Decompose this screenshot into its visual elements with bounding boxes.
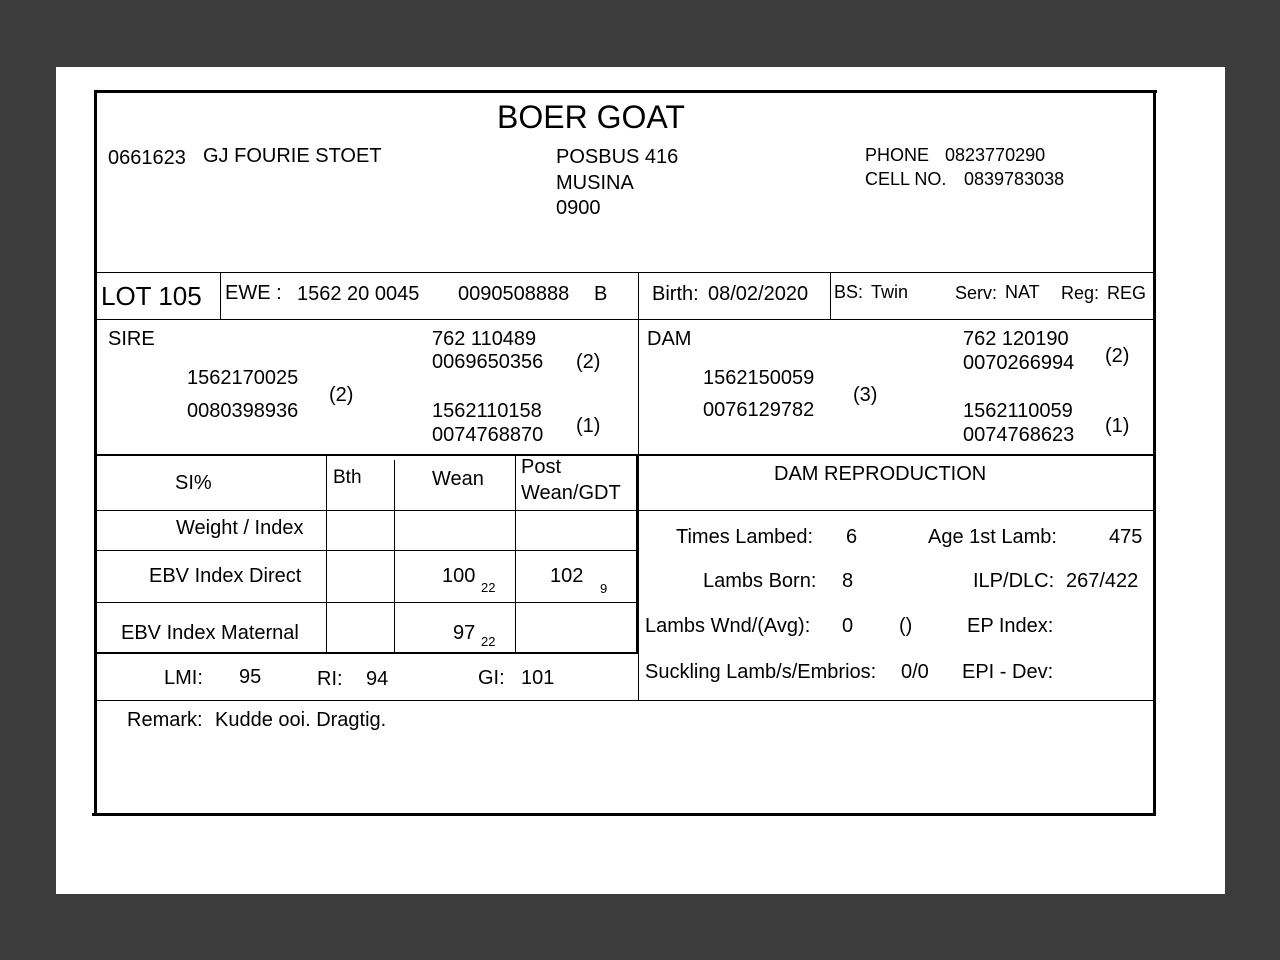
ri-value: 94 bbox=[366, 668, 389, 690]
lambs-born-value: 8 bbox=[842, 570, 854, 592]
bs-label: BS: bbox=[834, 282, 864, 302]
gi-value: 101 bbox=[521, 667, 555, 689]
address-line-3: 0900 bbox=[556, 197, 601, 219]
sire-sire-reg: 0069650356 bbox=[432, 351, 544, 373]
perf-right-thick bbox=[636, 456, 639, 654]
ebv-maternal-wean: 97 bbox=[453, 622, 476, 644]
ep-index-label: EP Index: bbox=[967, 615, 1054, 637]
frame-right bbox=[1153, 90, 1156, 816]
col-wean: Wean bbox=[432, 468, 484, 490]
ebv-direct-post: 102 bbox=[550, 565, 584, 587]
breeder-code: 0661623 bbox=[108, 147, 186, 169]
lambs-weaned-label: Lambs Wnd/(Avg): bbox=[645, 615, 811, 637]
address-line-2: MUSINA bbox=[556, 172, 634, 194]
dam-id: 1562150059 bbox=[703, 367, 815, 389]
lambs-weaned-value: 0 bbox=[842, 615, 854, 637]
dam-label: DAM bbox=[647, 328, 692, 350]
dam-sire-reg: 0070266994 bbox=[963, 352, 1075, 374]
col-birth: Bth bbox=[333, 467, 362, 488]
birth-label: Birth: bbox=[652, 283, 699, 305]
ebv-direct-post-accuracy: 9 bbox=[600, 581, 608, 596]
epi-dev-label: EPI - Dev: bbox=[962, 661, 1054, 683]
cell-label: CELL NO. bbox=[865, 169, 947, 189]
row-ebv-direct: EBV Index Direct bbox=[149, 565, 302, 587]
lmi-label: LMI: bbox=[164, 667, 203, 689]
sire-dam-grade: (1) bbox=[576, 415, 601, 437]
dam-grade: (3) bbox=[853, 384, 878, 406]
ewe-label: EWE : bbox=[225, 282, 282, 304]
sire-id: 1562170025 bbox=[187, 367, 299, 389]
age-first-lamb-label: Age 1st Lamb: bbox=[928, 526, 1057, 548]
dam-dam-id: 1562110059 bbox=[963, 400, 1073, 422]
perf-row-line-3 bbox=[94, 602, 639, 603]
divider-birth-bs bbox=[830, 272, 831, 320]
reg-value: REG bbox=[1107, 283, 1147, 303]
lambs-weaned-avg: () bbox=[899, 615, 913, 637]
phone-label: PHONE bbox=[865, 145, 930, 165]
col-post-wean-line-1: Post bbox=[521, 456, 562, 478]
divider-reproduction bbox=[94, 700, 1154, 701]
sire-label: SIRE bbox=[108, 328, 155, 350]
card-title: BOER GOAT bbox=[497, 99, 685, 135]
sire-grade: (2) bbox=[329, 384, 354, 406]
ewe-id: 1562 20 0045 bbox=[297, 283, 420, 305]
ebv-direct-wean: 100 bbox=[442, 565, 476, 587]
dam-dam-reg: 0074768623 bbox=[963, 424, 1075, 446]
remark-label: Remark: bbox=[127, 709, 203, 731]
dam-reg: 0076129782 bbox=[703, 399, 815, 421]
perf-row-line-2 bbox=[94, 550, 639, 551]
times-lambed-value: 6 bbox=[846, 526, 858, 548]
ewe-grade: B bbox=[594, 283, 608, 305]
dam-reproduction-title: DAM REPRODUCTION bbox=[774, 463, 987, 485]
suckling-value: 0/0 bbox=[901, 661, 929, 683]
times-lambed-label: Times Lambed: bbox=[676, 526, 814, 548]
row-weight-index: Weight / Index bbox=[176, 517, 304, 539]
bs-value: Twin bbox=[871, 282, 909, 302]
lot-number: LOT 105 bbox=[101, 281, 202, 311]
frame-bottom bbox=[92, 813, 1154, 816]
reg-label: Reg: bbox=[1061, 283, 1100, 303]
ebv-maternal-wean-accuracy: 22 bbox=[481, 634, 496, 649]
divider-pedigree bbox=[94, 454, 1154, 456]
dam-sire-grade: (2) bbox=[1105, 345, 1130, 367]
perf-row-line-4 bbox=[94, 652, 639, 654]
address-line-1: POSBUS 416 bbox=[556, 146, 679, 168]
dam-dam-grade: (1) bbox=[1105, 415, 1130, 437]
frame-left bbox=[94, 90, 97, 816]
sire-reg: 0080398936 bbox=[187, 400, 299, 422]
col-post-wean-line-2: Wean/GDT bbox=[521, 482, 621, 504]
ebv-direct-wean-accuracy: 22 bbox=[481, 580, 496, 595]
divider-lot bbox=[94, 319, 1154, 320]
ewe-reg-number: 0090508888 bbox=[458, 283, 570, 305]
sire-sire-id: 762 110489 bbox=[432, 328, 537, 350]
serv-label: Serv: bbox=[955, 283, 998, 303]
cell-number: 0839783038 bbox=[964, 169, 1065, 189]
lambs-born-label: Lambs Born: bbox=[703, 570, 817, 592]
serv-value: NAT bbox=[1005, 282, 1040, 302]
phone-number: 0823770290 bbox=[945, 145, 1046, 165]
perf-col-line-3 bbox=[515, 456, 516, 653]
birth-date: 08/02/2020 bbox=[708, 283, 809, 305]
sire-dam-reg: 0074768870 bbox=[432, 424, 544, 446]
age-first-lamb-value: 475 bbox=[1109, 526, 1143, 548]
sale-card-page bbox=[56, 67, 1225, 894]
dam-sire-id: 762 120190 bbox=[963, 328, 1069, 350]
col-si-percent: SI% bbox=[175, 472, 212, 494]
perf-row-line-1 bbox=[94, 510, 1154, 511]
suckling-label: Suckling Lamb/s/Embrios: bbox=[645, 661, 877, 683]
ilp-dlc-value: 267/422 bbox=[1066, 570, 1139, 592]
ilp-dlc-label: ILP/DLC: bbox=[973, 570, 1055, 592]
remark-text: Kudde ooi. Dragtig. bbox=[215, 709, 387, 731]
breeder-name: GJ FOURIE STOET bbox=[203, 145, 382, 167]
gi-label: GI: bbox=[478, 667, 505, 689]
sire-sire-grade: (2) bbox=[576, 351, 601, 373]
perf-col-line-1 bbox=[326, 456, 327, 653]
divider-header bbox=[94, 272, 1154, 273]
perf-col-line-2 bbox=[394, 460, 395, 653]
row-ebv-maternal: EBV Index Maternal bbox=[121, 622, 299, 644]
divider-lot-ewe bbox=[220, 272, 221, 320]
ri-label: RI: bbox=[317, 668, 343, 690]
frame-top bbox=[94, 90, 1157, 93]
sire-dam-id: 1562110158 bbox=[432, 400, 542, 422]
lmi-value: 95 bbox=[239, 666, 262, 688]
